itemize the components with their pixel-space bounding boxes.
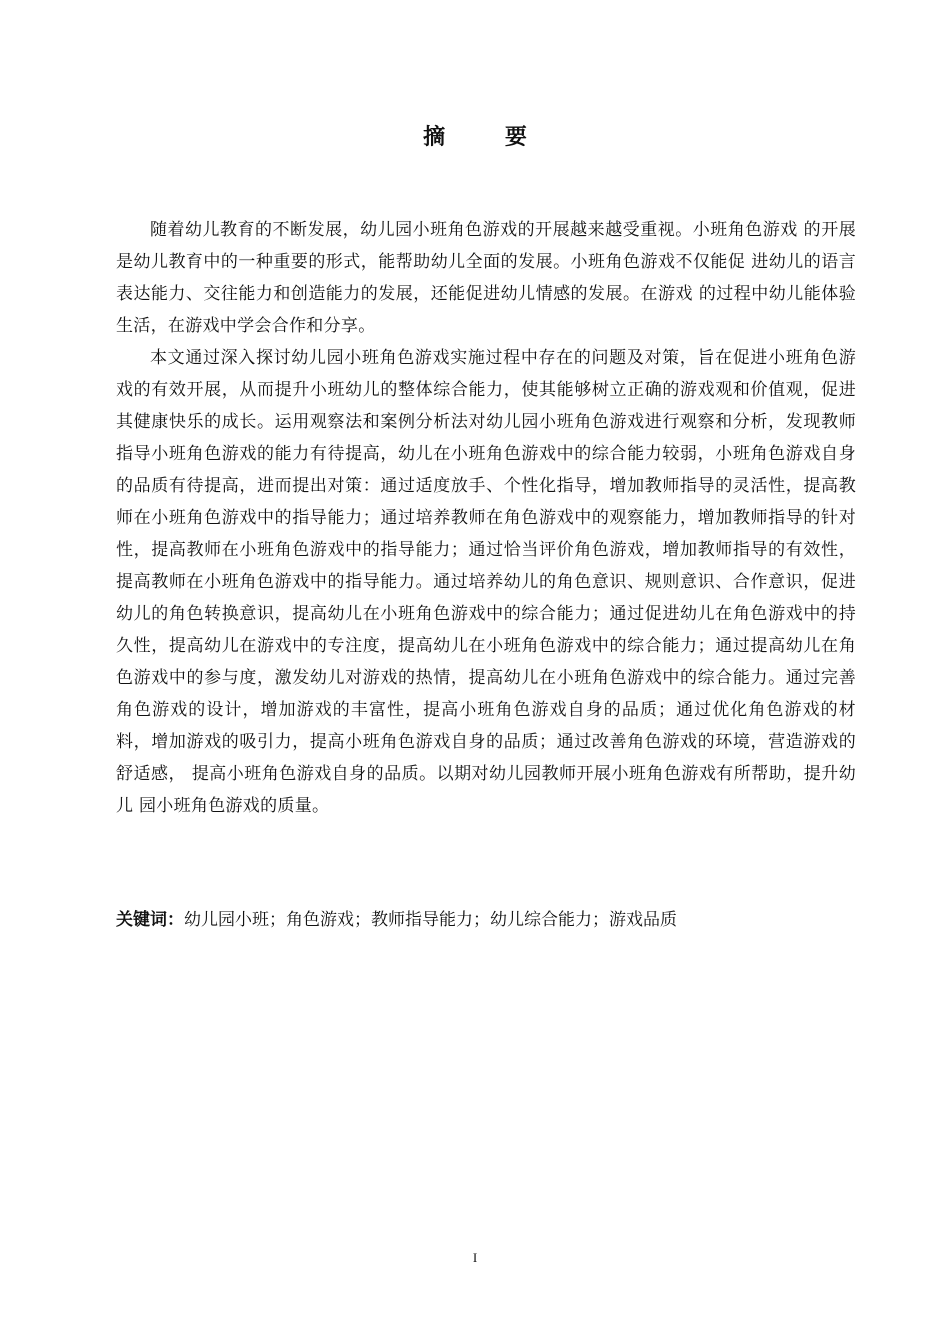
keywords-line [116,904,856,936]
abstract-paragraph-1: 随着幼儿教育的不断发展，幼儿园小班角色游戏的开展越来越受重视。小班角色游戏 的开展是幼儿教育中的一种重要的形式，能帮助幼儿全面的发展。小班角色游戏不仅能促 进幼儿的语言表达能力、交往能力和创造能力的发展，还能促进幼儿情感的发展。在游戏 的过程中幼儿能体验生活，在游戏中学会合作和分享。 [116,220,856,336]
abstract-paragraph-2: 本文通过深入探讨幼儿园小班角色游戏实施过程中存在的问题及对策，旨在促进小班角色游戏的有效开展，从而提升小班幼儿的整体综合能力，使其能够树立正确的游戏观和价值观，促进其健康快乐的成长。运用观察法和案例分析法对幼儿园小班角色游戏进行观察和分析，发现教师指导小班角色游戏的能力有待提高，幼儿在小班角色游戏中的综合能力较弱，小班角色游戏自身的品质有待提高，进而提出对策：通过适度放手、个性化指导，增加教师指导的灵活性，提高教师在小班角色游戏中的指导能力；通过培养教师在角色游戏中的观察能力，增加教师指导的针对性，提高教师在小班角色游戏中的指导能力；通过恰当评价角色游戏，增加教师指导的有效性，提高教师在小班角色游戏中的指导能力。通过培养幼儿的角色意识、规则意识、合作意识，促进幼儿的角色转换意识，提高幼儿在小班角色游戏中的综合能力；通过促进幼儿在角色游戏中的持久性，提高幼儿在游戏中的专注度，提高幼儿在小班角色游戏中的综合能力；通过提高幼儿在角色游戏中的参与度，激发幼儿对游戏的热情，提高幼儿在小班角色游戏中的综合能力。通过完善角色游戏的设计，增加游戏的丰富性，提高小班角色游戏自身的品质；通过优化角色游戏的材料，增加游戏的吸引力，提高小班角色游戏自身的品质；通过改善角色游戏的环境，营造游戏的舒适感， 提高小班角色游戏自身的品质。以期对幼儿园教师开展小班角色游戏有所帮助，提升幼儿 园小班角色游戏的质量。 [116,348,856,816]
keywords-text: 幼儿园小班；角色游戏；教师指导能力；幼儿综合能力；游戏品质 [184,910,677,930]
page-number: I [472,1250,478,1265]
keywords-label: 关键词： [116,910,184,930]
page-title: 摘 要 [423,125,553,150]
abstract-body [116,214,856,822]
